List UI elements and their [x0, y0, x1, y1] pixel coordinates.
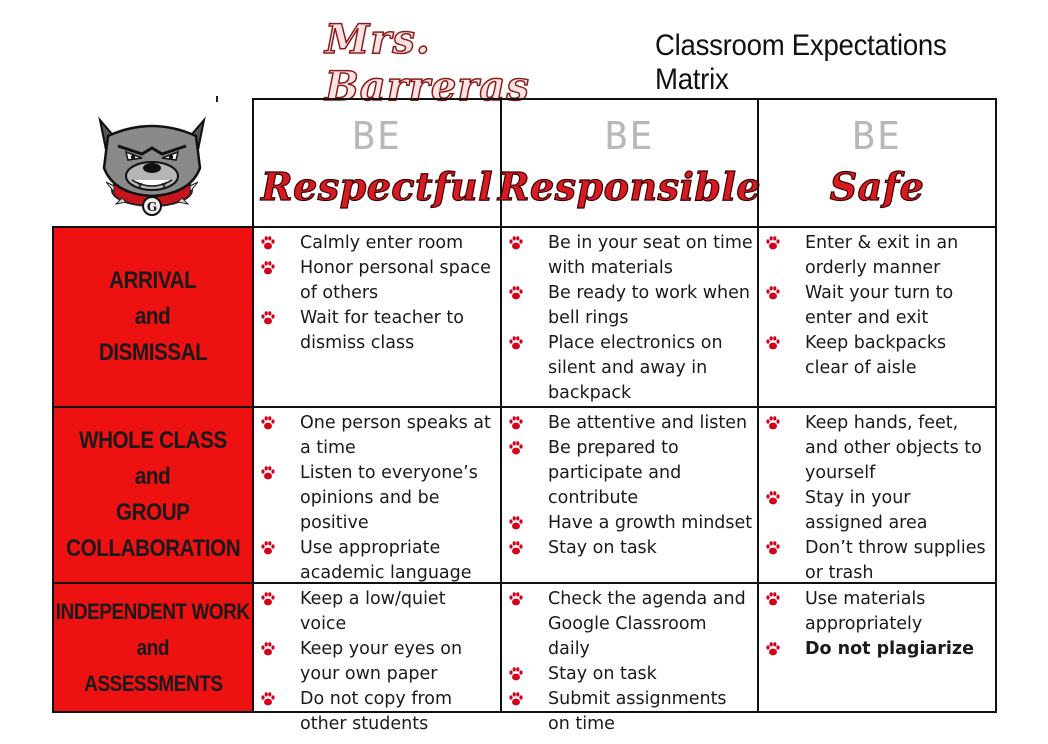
paw-print-icon [508, 540, 524, 556]
paw-print-icon [260, 691, 276, 707]
list-item-text: Keep a low/quiet voice [300, 589, 446, 634]
list-item [765, 486, 991, 536]
list-item-text: Stay in your assigned area [805, 488, 928, 533]
column-title-respectful: Respectful [261, 164, 493, 209]
list-item [765, 587, 991, 637]
list-item-text: Submit assignments on time [548, 689, 727, 734]
list-item-text: Listen to everyone’s opinions and be positive [300, 463, 478, 533]
expectation-list [254, 228, 500, 356]
paw-print-icon [765, 235, 781, 251]
cell-independent-assessments-respectful [252, 582, 500, 734]
expectation-list [502, 228, 757, 406]
list-item-text: Use materials appropriately [805, 589, 926, 634]
paw-print-icon [508, 515, 524, 531]
list-item [765, 231, 991, 281]
paw-print-icon [260, 415, 276, 431]
list-item-text: Keep backpacks clear of aisle [805, 333, 947, 378]
row-header-line: and [135, 303, 171, 330]
list-item [508, 281, 753, 331]
list-item [260, 411, 496, 461]
be-label: BE [852, 114, 902, 158]
list-item [260, 687, 496, 737]
paw-print-icon [508, 415, 524, 431]
list-item [508, 436, 753, 511]
expectation-list [759, 584, 995, 662]
list-item-text: Keep your eyes on your own paper [300, 639, 463, 684]
list-item-text: Honor personal space of others [300, 258, 491, 303]
cell-independent-assessments-safe [757, 582, 997, 713]
list-item-text: One person speaks at a time [300, 413, 491, 458]
svg-text:G: G [146, 200, 158, 214]
title-main-text: Classroom Expectations Matrix [655, 29, 947, 96]
row-header-line: ARRIVAL [109, 267, 197, 294]
be-label: BE [352, 114, 402, 158]
column-title-safe: Safe [829, 164, 925, 209]
list-item-text: Be prepared to participate and contribute [548, 438, 682, 508]
page-title [325, 16, 1048, 110]
paw-print-icon [260, 235, 276, 251]
column-header-safe [757, 98, 997, 226]
column-header-responsible [497, 98, 762, 226]
list-item [765, 281, 991, 331]
row-header-line: ASSESSMENTS [83, 670, 223, 696]
list-item [508, 587, 753, 662]
list-item [260, 461, 496, 536]
expectation-list [502, 408, 757, 561]
paw-print-icon [765, 335, 781, 351]
list-item-text: Place electronics on silent and away in backpack [548, 333, 723, 403]
paw-print-icon [765, 540, 781, 556]
paw-print-icon [508, 691, 524, 707]
paw-print-icon [260, 260, 276, 276]
list-item-text: Be in your seat on time with materials [548, 233, 753, 278]
list-item [508, 687, 753, 737]
list-item [508, 511, 753, 536]
cell-arrival-dismissal-respectful [252, 226, 500, 406]
paw-print-icon [765, 285, 781, 301]
list-item-text: Stay on task [548, 538, 657, 558]
cell-whole-class-group-responsible [500, 406, 757, 582]
column-title-responsible: Responsible [497, 164, 762, 209]
list-item-text: Keep hands, feet, and other objects to yourself [805, 413, 982, 483]
paw-print-icon [508, 440, 524, 456]
list-item [260, 536, 496, 586]
list-item-text: Be ready to work when bell rings [548, 283, 750, 328]
row-header-line: DISMISSAL [98, 339, 208, 366]
list-item [260, 306, 496, 356]
row-header-arrival-dismissal [52, 226, 252, 406]
cell-arrival-dismissal-safe [757, 226, 997, 406]
paw-print-icon [260, 641, 276, 657]
row-header-line: and [136, 634, 170, 660]
cell-arrival-dismissal-responsible [500, 226, 757, 406]
paw-print-icon [508, 285, 524, 301]
paw-print-icon [260, 465, 276, 481]
cell-independent-assessments-responsible [500, 582, 757, 734]
list-item [765, 536, 991, 586]
row-header-line: WHOLE CLASS [79, 427, 227, 454]
list-item [260, 587, 496, 637]
list-item-text: Wait for teacher to dismiss class [300, 308, 464, 353]
list-item [260, 256, 496, 306]
list-item [508, 662, 753, 687]
list-item-text: Do not plagiarize [805, 639, 974, 659]
list-item-text: Have a growth mindset [548, 513, 753, 533]
expectations-matrix [52, 98, 997, 734]
list-item [508, 331, 753, 406]
row-header-line: INDEPENDENT WORK [56, 598, 250, 624]
be-label: BE [604, 114, 655, 158]
row-header-whole-class-group [52, 406, 252, 582]
list-item [508, 231, 753, 281]
row-header-independent-assessments [52, 582, 252, 713]
list-item-text: Stay on task [548, 664, 657, 684]
list-item-text: Wait your turn to enter and exit [805, 283, 954, 328]
paw-print-icon [508, 666, 524, 682]
paw-print-icon [260, 540, 276, 556]
list-item-text: Don’t throw supplies or trash [805, 538, 986, 583]
list-item [260, 231, 496, 256]
expectation-list [254, 408, 500, 586]
title-script-name: Mrs. Barreras [325, 16, 530, 110]
paw-print-icon [765, 641, 781, 657]
paw-print-icon [508, 235, 524, 251]
list-item-text: Be attentive and listen [548, 413, 748, 433]
paw-print-icon [260, 310, 276, 326]
row-header-line: COLLABORATION [65, 535, 241, 562]
expectation-list [759, 408, 995, 586]
expectation-list [502, 584, 757, 737]
list-item [765, 411, 991, 486]
row-header-line: GROUP [116, 499, 190, 526]
cell-whole-class-group-respectful [252, 406, 500, 582]
list-item [765, 331, 991, 381]
paw-print-icon [765, 490, 781, 506]
expectation-list [759, 228, 995, 381]
row-header-line: and [135, 463, 171, 490]
list-item [765, 637, 991, 662]
bulldog-mascot-icon [92, 106, 212, 218]
list-item-text: Check the agenda and Google Classroom daily [548, 589, 746, 659]
paw-print-icon [260, 591, 276, 607]
paw-print-icon [508, 591, 524, 607]
list-item-text: Enter & exit in an orderly manner [805, 233, 959, 278]
list-item-text: Do not copy from other students [300, 689, 453, 734]
list-item-text: Use appropriate academic language [300, 538, 472, 583]
column-header-respectful [252, 98, 500, 226]
paw-print-icon [765, 591, 781, 607]
list-item [260, 637, 496, 687]
logo-cell [52, 98, 252, 226]
expectation-list [254, 584, 500, 737]
list-item-text: Calmly enter room [300, 233, 464, 253]
paw-print-icon [508, 335, 524, 351]
list-item [508, 536, 753, 561]
paw-print-icon [765, 415, 781, 431]
cell-whole-class-group-safe [757, 406, 997, 582]
list-item [508, 411, 753, 436]
